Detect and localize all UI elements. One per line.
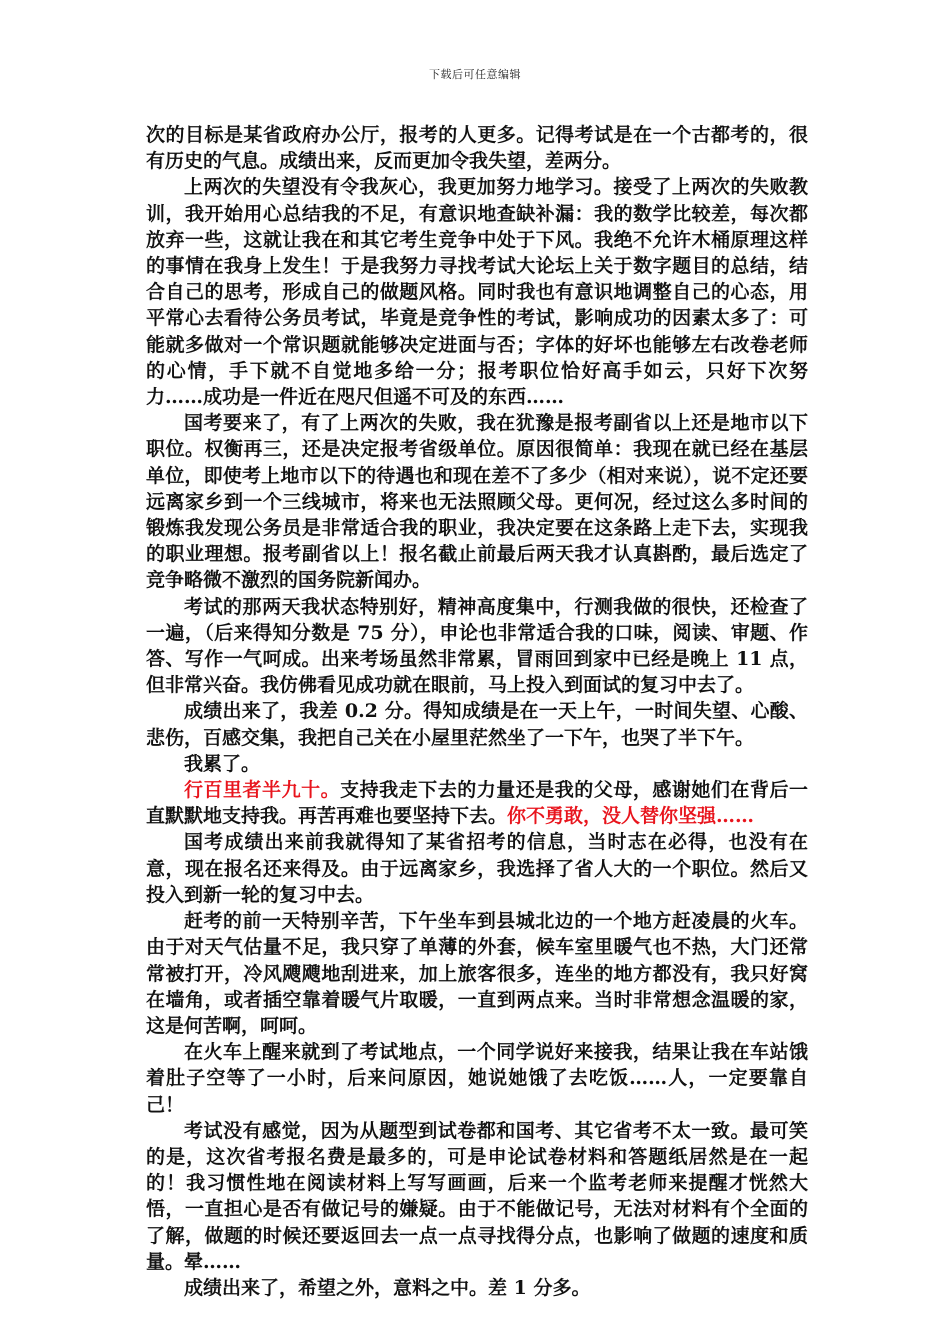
article-body xyxy=(146,122,808,1301)
paragraph-text: 支持我走下去的力量还是我的父母，感谢她们在背后一直默默地支持我。再苦再难也要坚持下去。 xyxy=(146,779,808,828)
paragraph: 在火车上醒来就到了考试地点，一个同学说好来接我，结果让我在车站饿着肚子空等了一小时，后来问原因，她说她饿了去吃饭……人，一定要靠自己！ xyxy=(146,1041,808,1116)
paragraph: 考试没有感觉，因为从题型到试卷都和国考、其它省考不太一致。最可笑的是，这次省考报名费是最多的，可是申论试卷材料和答题纸居然是在一起的！我习惯性地在阅读材料上写写画画，后来一个监考老师来提醒才恍然大悟，一直担心是否有做记号的嫌疑。由于不能做记号，无法对材料有个全面的了解，做题的时候还要返回去一点一点寻找得分点，也影响了做题的速度和质量。晕…… xyxy=(146,1119,808,1273)
paragraph: 成绩出来了，我差 0.2 分。得知成绩是在一天上午，一时间失望、心酸、悲伤，百感交集，我把自己关在小屋里茫然坐了一下午，也哭了半下午。 xyxy=(146,700,808,749)
paragraph: 次的目标是某省政府办公厅，报考的人更多。记得考试是在一个古都考的，很有历史的气息。成绩出来，反而更加令我失望，差两分。 xyxy=(146,124,808,173)
paragraph-highlighted xyxy=(146,777,808,829)
paragraph: 我累了。 xyxy=(184,752,261,775)
paragraph: 赶考的前一天特别辛苦，下午坐车到县城北边的一个地方赶凌晨的火车。由于对天气估量不足，我只穿了单薄的外套，候车室里暖气也不热，大门还常常被打开，冷风飕飕地刮进来，加上旅客很多，连坐的地方都没有，我只好窝在墙角，或者插空靠着暖气片取暖，一直到两点来。当时非常想念温暖的家，这是何苦啊，呵呵。 xyxy=(146,910,808,1037)
paragraph: 成绩出来了，希望之外，意料之中。差 1 分多。 xyxy=(184,1276,591,1299)
highlight-proverb: 行百里者半九十。 xyxy=(184,779,341,802)
page-header: 下载后可任意编辑 xyxy=(429,68,521,81)
paragraph: 国考成绩出来前我就得知了某省招考的信息，当时志在必得，也没有在意，现在报名还来得及。由于远离家乡，我选择了省人大的一个职位。然后又投入到新一轮的复习中去。 xyxy=(146,831,808,906)
paragraph: 上两次的失望没有令我灰心，我更加努力地学习。接受了上两次的失败教训，我开始用心总结我的不足，有意识地查缺补漏：我的数学比较差，每次都放弃一些，这就让我在和其它考生竞争中处于下风。我绝不允许木桶原理这样的事情在我身上发生！于是我努力寻找考试大论坛上关于数字题目的总结，结合自己的思考，形成自己的做题风格。同时我也有意识地调整自己的心态，用平常心去看待公务员考试，毕竟是竞争性的考试，影响成功的因素太多了：可能就多做对一个常识题就能够决定进面与否；字体的好坏也能够左右改卷老师的心情，手下就不自觉地多给一分；报考职位恰好高手如云，只好下次努力……成功是一件近在咫尺但遥不可及的东西…… xyxy=(146,176,808,409)
highlight-motto: 你不勇敢，没人替你坚强…… xyxy=(507,805,755,828)
paragraph: 考试的那两天我状态特别好，精神高度集中，行测我做的很快，还检查了一遍，（后来得知分数是 75 分），申论也非常适合我的口味，阅读、审题、作答、写作一气呵成。出来考场虽然非常累，冒雨回到家中已经是晚上 11 点，但非常兴奋。我仿佛看见成功就在眼前，马上投入到面试的复习中去了。 xyxy=(146,595,808,697)
paragraph: 国考要来了，有了上两次的失败，我在犹豫是报考副省以上还是地市以下职位。权衡再三，还是决定报考省级单位。原因很简单：我现在就已经在基层单位，即使考上地市以下的待遇也和现在差不了多少（相对来说），说不定还要远离家乡到一个三线城市，将来也无法照顾父母。更何况，经过这么多时间的锻炼我发现公务员是非常适合我的职业，我决定要在这条路上走下去，实现我的职业理想。报考副省以上！报名截止前最后两天我才认真斟酌，最后选定了竞争略微不激烈的国务院新闻办。 xyxy=(146,412,808,592)
